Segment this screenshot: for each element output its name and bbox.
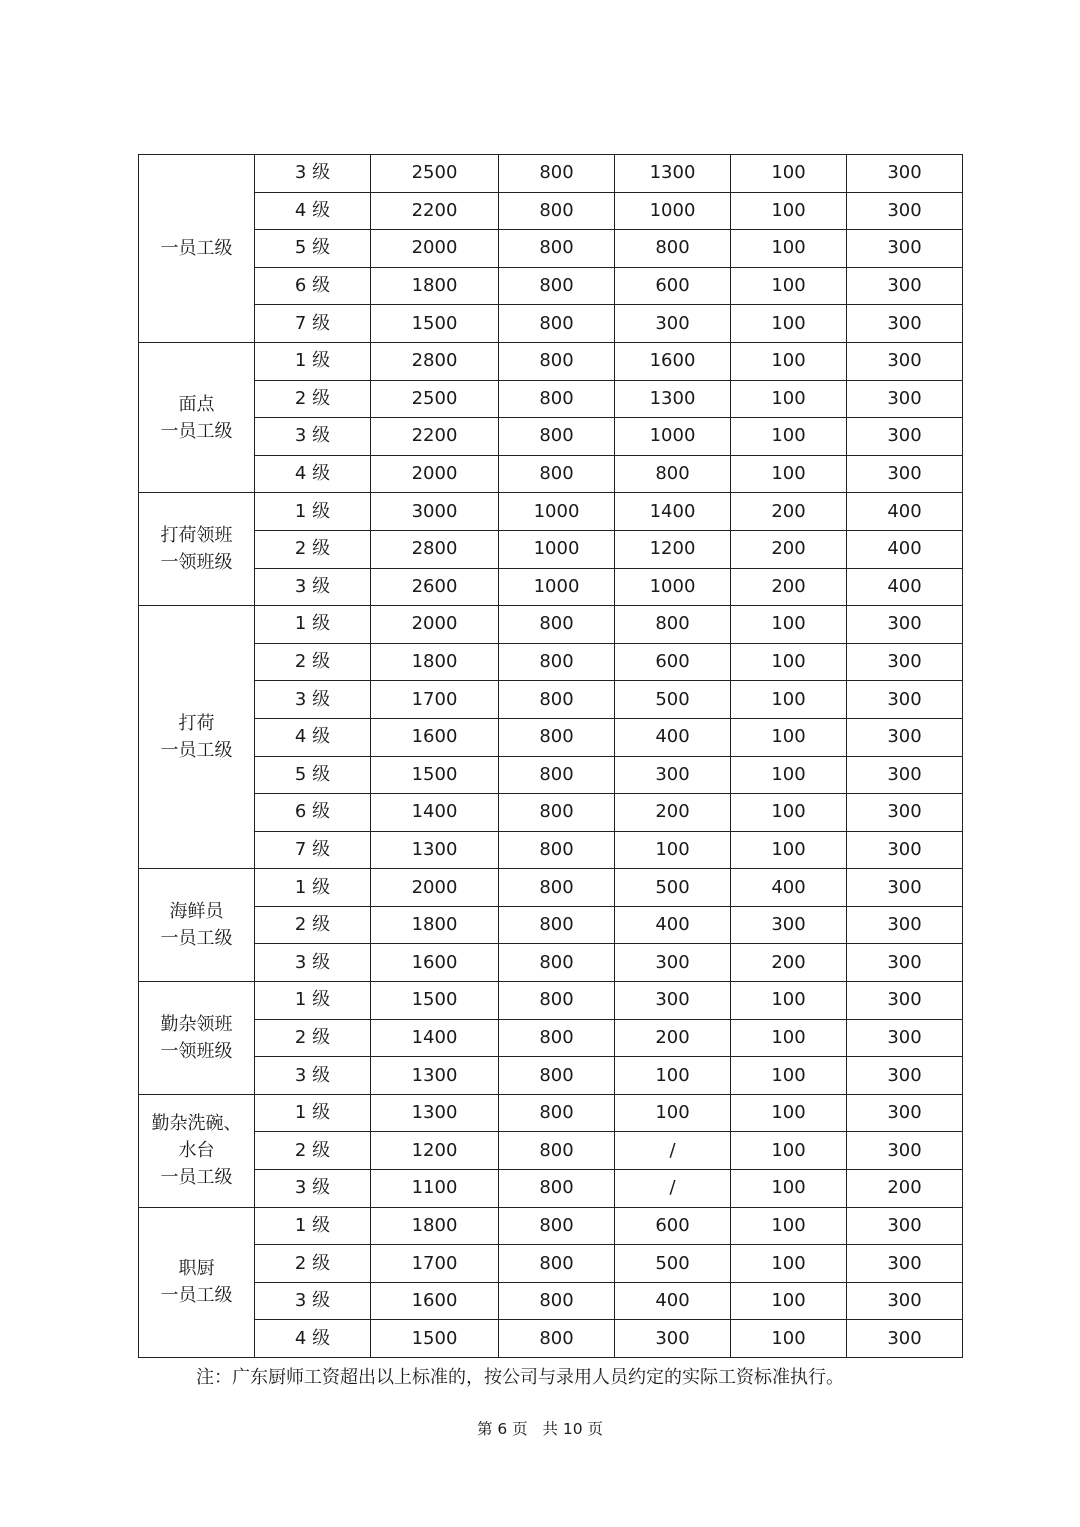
value-cell: 800: [499, 267, 615, 305]
table-row: [139, 794, 963, 832]
value-cell: 1000: [499, 493, 615, 531]
group-label-cell: [139, 982, 255, 1095]
group-label-cell: [139, 1207, 255, 1357]
value-cell: 100: [731, 1207, 847, 1245]
group-label-line: 职厨: [178, 1258, 215, 1280]
value-cell: 1100: [371, 1170, 499, 1208]
value-cell: 100: [731, 230, 847, 268]
group-label-cell: [139, 1094, 255, 1207]
value-cell: 800: [499, 305, 615, 343]
value-cell: 2000: [371, 455, 499, 493]
table-row: [139, 155, 963, 193]
grade-cell: 2 级: [255, 530, 371, 568]
value-cell: 800: [499, 192, 615, 230]
value-cell: 300: [847, 342, 963, 380]
group-label-line: 一员工级: [160, 237, 233, 259]
value-cell: 400: [615, 906, 731, 944]
table-row: [139, 418, 963, 456]
value-cell: 300: [847, 869, 963, 907]
value-cell: 800: [499, 342, 615, 380]
grade-cell: 3 级: [255, 418, 371, 456]
grade-cell: 2 级: [255, 906, 371, 944]
table-row: [139, 756, 963, 794]
table-row: [139, 1207, 963, 1245]
table-row: [139, 305, 963, 343]
table-row: [139, 1245, 963, 1283]
value-cell: 800: [499, 380, 615, 418]
table-row: [139, 1094, 963, 1132]
table-row: [139, 342, 963, 380]
table-row: [139, 230, 963, 268]
table-row: [139, 1132, 963, 1170]
value-cell: 800: [499, 1132, 615, 1170]
value-cell: 600: [615, 1207, 731, 1245]
table-row: [139, 1019, 963, 1057]
value-cell: 800: [615, 230, 731, 268]
value-cell: 1700: [371, 1245, 499, 1283]
value-cell: 1400: [615, 493, 731, 531]
value-cell: 100: [615, 831, 731, 869]
value-cell: /: [615, 1132, 731, 1170]
grade-cell: 1 级: [255, 869, 371, 907]
group-label-cell: [139, 493, 255, 606]
value-cell: 800: [499, 869, 615, 907]
value-cell: 1300: [371, 1057, 499, 1095]
value-cell: 100: [731, 1094, 847, 1132]
table-row: [139, 982, 963, 1020]
value-cell: 1000: [615, 568, 731, 606]
value-cell: 100: [731, 192, 847, 230]
value-cell: 300: [847, 756, 963, 794]
grade-cell: 3 级: [255, 568, 371, 606]
table-row: [139, 267, 963, 305]
value-cell: 300: [847, 1019, 963, 1057]
value-cell: 100: [615, 1057, 731, 1095]
table-row: [139, 906, 963, 944]
table-row: [139, 606, 963, 644]
value-cell: 1200: [615, 530, 731, 568]
value-cell: 800: [499, 1019, 615, 1057]
grade-cell: 1 级: [255, 606, 371, 644]
value-cell: 300: [615, 1320, 731, 1358]
value-cell: 1600: [371, 718, 499, 756]
value-cell: 400: [847, 530, 963, 568]
value-cell: 100: [731, 643, 847, 681]
table-row: [139, 493, 963, 531]
value-cell: 300: [847, 1094, 963, 1132]
value-cell: 300: [847, 643, 963, 681]
value-cell: 800: [615, 455, 731, 493]
value-cell: 2800: [371, 530, 499, 568]
value-cell: 300: [847, 906, 963, 944]
grade-cell: 2 级: [255, 1245, 371, 1283]
value-cell: 1800: [371, 1207, 499, 1245]
value-cell: 1300: [371, 1094, 499, 1132]
grade-cell: 3 级: [255, 1057, 371, 1095]
table-row: [139, 530, 963, 568]
value-cell: 300: [847, 1320, 963, 1358]
value-cell: 2200: [371, 418, 499, 456]
value-cell: 600: [615, 267, 731, 305]
group-label-cell: [139, 155, 255, 343]
value-cell: 300: [731, 906, 847, 944]
value-cell: 1500: [371, 982, 499, 1020]
value-cell: 500: [615, 1245, 731, 1283]
table-row: [139, 718, 963, 756]
value-cell: 300: [847, 155, 963, 193]
value-cell: 800: [499, 1320, 615, 1358]
value-cell: 2600: [371, 568, 499, 606]
group-label-line: 打荷领班: [160, 525, 233, 547]
value-cell: 200: [615, 794, 731, 832]
value-cell: 1600: [615, 342, 731, 380]
value-cell: 100: [731, 982, 847, 1020]
grade-cell: 1 级: [255, 1094, 371, 1132]
value-cell: /: [615, 1170, 731, 1208]
group-label-line: 海鲜员: [169, 901, 224, 923]
value-cell: 300: [847, 230, 963, 268]
group-label-line: 一领班级: [160, 552, 233, 574]
table-note: 注：广东厨师工资超出以上标准的，按公司与录用人员约定的实际工资标准执行。: [196, 1367, 844, 1388]
value-cell: 600: [615, 643, 731, 681]
value-cell: 300: [847, 1132, 963, 1170]
group-label-line: 一领班级: [160, 1040, 233, 1062]
value-cell: 2500: [371, 380, 499, 418]
value-cell: 1000: [615, 192, 731, 230]
value-cell: 200: [847, 1170, 963, 1208]
value-cell: 800: [499, 606, 615, 644]
value-cell: 1400: [371, 794, 499, 832]
value-cell: 800: [499, 831, 615, 869]
value-cell: 400: [847, 568, 963, 606]
value-cell: 3000: [371, 493, 499, 531]
group-label-line: 打荷: [178, 713, 215, 735]
value-cell: 300: [847, 380, 963, 418]
value-cell: 2800: [371, 342, 499, 380]
table-row: [139, 192, 963, 230]
value-cell: 800: [499, 1207, 615, 1245]
value-cell: 1000: [499, 568, 615, 606]
value-cell: 200: [731, 530, 847, 568]
value-cell: 300: [847, 305, 963, 343]
value-cell: 1400: [371, 1019, 499, 1057]
value-cell: 1800: [371, 906, 499, 944]
value-cell: 100: [731, 1132, 847, 1170]
table-row: [139, 1320, 963, 1358]
value-cell: 300: [847, 418, 963, 456]
value-cell: 800: [499, 1245, 615, 1283]
group-label-cell: [139, 869, 255, 982]
table-row: [139, 869, 963, 907]
value-cell: 300: [615, 756, 731, 794]
table-row: [139, 455, 963, 493]
value-cell: 300: [847, 1282, 963, 1320]
group-label-line: 一员工级: [160, 420, 233, 442]
value-cell: 2000: [371, 606, 499, 644]
grade-cell: 5 级: [255, 230, 371, 268]
value-cell: 100: [731, 380, 847, 418]
group-label-cell: [139, 342, 255, 492]
table-row: [139, 1170, 963, 1208]
table-row: [139, 568, 963, 606]
grade-cell: 3 级: [255, 1170, 371, 1208]
value-cell: 800: [499, 1170, 615, 1208]
value-cell: 100: [731, 1170, 847, 1208]
table-row: [139, 831, 963, 869]
value-cell: 800: [499, 455, 615, 493]
value-cell: 100: [731, 267, 847, 305]
grade-cell: 4 级: [255, 1320, 371, 1358]
value-cell: 1800: [371, 267, 499, 305]
value-cell: 300: [847, 455, 963, 493]
value-cell: 1300: [371, 831, 499, 869]
value-cell: 1800: [371, 643, 499, 681]
value-cell: 200: [615, 1019, 731, 1057]
group-label-line: 面点: [178, 393, 215, 415]
grade-cell: 6 级: [255, 794, 371, 832]
value-cell: 200: [731, 493, 847, 531]
value-cell: 800: [499, 944, 615, 982]
value-cell: 300: [847, 794, 963, 832]
value-cell: 800: [499, 718, 615, 756]
value-cell: 100: [731, 794, 847, 832]
value-cell: 800: [499, 418, 615, 456]
group-label-line: 勤杂洗碗、: [151, 1113, 242, 1135]
value-cell: 100: [731, 1320, 847, 1358]
grade-cell: 3 级: [255, 681, 371, 719]
value-cell: 800: [499, 1282, 615, 1320]
grade-cell: 7 级: [255, 305, 371, 343]
value-cell: 1600: [371, 944, 499, 982]
table-row: [139, 380, 963, 418]
grade-cell: 1 级: [255, 1207, 371, 1245]
value-cell: 100: [731, 756, 847, 794]
grade-cell: 3 级: [255, 944, 371, 982]
value-cell: 1200: [371, 1132, 499, 1170]
value-cell: 1300: [615, 380, 731, 418]
value-cell: 300: [847, 982, 963, 1020]
value-cell: 1500: [371, 305, 499, 343]
value-cell: 300: [847, 192, 963, 230]
value-cell: 300: [847, 1207, 963, 1245]
value-cell: 2000: [371, 230, 499, 268]
value-cell: 300: [847, 831, 963, 869]
group-label-line: 水台: [178, 1140, 215, 1162]
grade-cell: 7 级: [255, 831, 371, 869]
value-cell: 100: [731, 1245, 847, 1283]
value-cell: 100: [731, 1057, 847, 1095]
grade-cell: 5 级: [255, 756, 371, 794]
value-cell: 300: [615, 982, 731, 1020]
grade-cell: 3 级: [255, 1282, 371, 1320]
page-footer: 第 6 页 共 10 页: [476, 1420, 604, 1438]
value-cell: 1500: [371, 756, 499, 794]
grade-cell: 6 级: [255, 267, 371, 305]
value-cell: 200: [731, 568, 847, 606]
value-cell: 2000: [371, 869, 499, 907]
grade-cell: 4 级: [255, 718, 371, 756]
value-cell: 100: [731, 342, 847, 380]
value-cell: 800: [499, 643, 615, 681]
value-cell: 1300: [615, 155, 731, 193]
value-cell: 300: [847, 606, 963, 644]
group-label-line: 一员工级: [160, 1285, 233, 1307]
value-cell: 100: [731, 155, 847, 193]
value-cell: 800: [499, 1094, 615, 1132]
value-cell: 100: [731, 1019, 847, 1057]
table-row: [139, 1057, 963, 1095]
value-cell: 300: [847, 681, 963, 719]
value-cell: 300: [847, 1245, 963, 1283]
grade-cell: 2 级: [255, 1019, 371, 1057]
value-cell: 300: [847, 944, 963, 982]
value-cell: 1000: [499, 530, 615, 568]
value-cell: 100: [731, 455, 847, 493]
value-cell: 800: [499, 681, 615, 719]
value-cell: 800: [499, 1057, 615, 1095]
group-label-line: 一员工级: [160, 928, 233, 950]
value-cell: 2200: [371, 192, 499, 230]
grade-cell: 3 级: [255, 155, 371, 193]
value-cell: 300: [615, 944, 731, 982]
grade-cell: 4 级: [255, 192, 371, 230]
grade-cell: 1 级: [255, 342, 371, 380]
value-cell: 100: [731, 1282, 847, 1320]
table-row: [139, 1282, 963, 1320]
value-cell: 2500: [371, 155, 499, 193]
group-label-line: 勤杂领班: [160, 1013, 233, 1035]
group-label-cell: [139, 606, 255, 869]
table-row: [139, 681, 963, 719]
value-cell: 1700: [371, 681, 499, 719]
table-row: [139, 643, 963, 681]
value-cell: 800: [499, 155, 615, 193]
value-cell: 200: [731, 944, 847, 982]
grade-cell: 2 级: [255, 1132, 371, 1170]
salary-table: [138, 154, 963, 1358]
value-cell: 800: [615, 606, 731, 644]
value-cell: 400: [615, 1282, 731, 1320]
grade-cell: 4 级: [255, 455, 371, 493]
value-cell: 800: [499, 982, 615, 1020]
value-cell: 100: [731, 831, 847, 869]
value-cell: 300: [847, 718, 963, 756]
value-cell: 100: [731, 305, 847, 343]
value-cell: 800: [499, 906, 615, 944]
value-cell: 800: [499, 794, 615, 832]
value-cell: 300: [847, 1057, 963, 1095]
grade-cell: 2 级: [255, 643, 371, 681]
value-cell: 500: [615, 681, 731, 719]
group-label-line: 一员工级: [160, 1167, 233, 1189]
value-cell: 300: [615, 305, 731, 343]
table-body: [139, 155, 963, 1358]
value-cell: 500: [615, 869, 731, 907]
grade-cell: 1 级: [255, 493, 371, 531]
grade-cell: 2 级: [255, 380, 371, 418]
value-cell: 800: [499, 230, 615, 268]
value-cell: 100: [731, 418, 847, 456]
value-cell: 800: [499, 756, 615, 794]
group-label-line: 一员工级: [160, 740, 233, 762]
value-cell: 1500: [371, 1320, 499, 1358]
value-cell: 100: [615, 1094, 731, 1132]
value-cell: 400: [615, 718, 731, 756]
value-cell: 300: [847, 267, 963, 305]
value-cell: 100: [731, 606, 847, 644]
value-cell: 400: [731, 869, 847, 907]
value-cell: 400: [847, 493, 963, 531]
grade-cell: 1 级: [255, 982, 371, 1020]
table-row: [139, 944, 963, 982]
value-cell: 100: [731, 681, 847, 719]
value-cell: 100: [731, 718, 847, 756]
value-cell: 1600: [371, 1282, 499, 1320]
value-cell: 1000: [615, 418, 731, 456]
